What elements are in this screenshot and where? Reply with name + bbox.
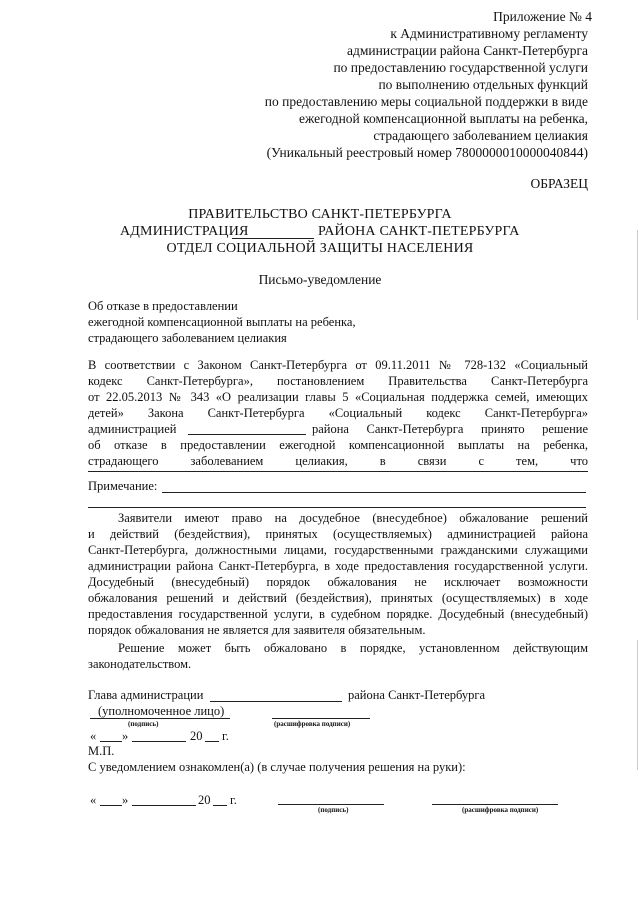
doc-type: Письмо-уведомление (258, 272, 382, 287)
ack-quote-close: » (122, 793, 129, 807)
note-line-2 (88, 507, 586, 508)
decision-end: законодательством. (88, 657, 192, 671)
ack-year-suffix: г. (230, 793, 237, 807)
subject-line: Об отказе в предоставлении (88, 299, 238, 313)
reason-line (88, 471, 588, 472)
appeal-line: Досудебный (внесудебный) порядок обжалования не исключает возможности (88, 575, 588, 589)
decode-caption: (расшифровка подписи) (274, 720, 351, 728)
ack-sign-caption: (подпись) (318, 806, 349, 814)
date-month-blank (132, 741, 186, 742)
body-line: В соответствии с Законом Санкт-Петербурга от 09.11.2011 № 728-132 «Социальный (88, 358, 588, 372)
header-line: по предоставлению меры социальной поддержки в виде (264, 94, 588, 109)
sample-label: ОБРАЗЕЦ (530, 176, 588, 191)
body-line: страдающего заболеванием целиакия, в связи с тем, что (88, 454, 588, 468)
government-title: ПРАВИТЕЛЬСТВО САНКТ-ПЕТЕРБУРГА (188, 207, 452, 222)
admin-suffix: РАЙОНА САНКТ-ПЕТЕРБУРГА (318, 224, 520, 239)
appeal-line: Санкт-Петербурга, должностными лицами, государственными гражданскими служащими (88, 543, 588, 557)
header-line: ежегодной компенсационной выплаты на ребенка, (299, 111, 588, 126)
body-line: от 22.05.2013 № 343 «О реализации главы 5 «Социальная поддержка семей, имеющих (88, 390, 588, 404)
date-year-blank (205, 741, 219, 742)
appeal-line: предоставления государственной услуги, в судебном порядке. Досудебный (внесудебный) (88, 607, 588, 621)
header-line: (Уникальный реестровый номер 7800000010000040844) (266, 145, 588, 160)
head-prefix: Глава администрации (88, 688, 204, 702)
ack-year-blank (213, 805, 227, 806)
appeal-line: администрации района Санкт-Петербурга, в ходе предоставления государственной услуги. (88, 559, 588, 573)
appendix-title: Приложение № 4 (493, 9, 592, 24)
ack-year-prefix: 20 (198, 793, 211, 807)
body-line: детей» Закона Санкт-Петербурга «Социальный кодекс Санкт-Петербурга» (88, 406, 588, 420)
body-admin-word: администрацией (88, 422, 177, 436)
appeal-line: и действий (бездействия), принятых (осуществляемых) администрацией района (88, 527, 588, 541)
authorized-person: (уполномоченное лицо) (98, 704, 225, 718)
appeal-last-line: порядок обжалования не является для заявителя обязательным. (88, 623, 426, 637)
appeal-line: обжалования решений и действий (бездействия), принятых (осуществляемых) в ходе (88, 591, 588, 605)
date-quote-close: » (122, 729, 129, 743)
acknowledgement: С уведомлением ознакомлен(а) (в случае получения решения на руки): (88, 760, 466, 774)
appeal-line: Заявители имеют право на досудебное (внесудебное) обжалование решений (118, 511, 588, 525)
header-line: администрации района Санкт-Петербурга (347, 43, 588, 58)
note-label: Примечание: (88, 479, 158, 493)
header-line: по выполнению отдельных функций (378, 77, 588, 92)
header-line: по предоставлению государственной услуги (333, 60, 588, 75)
date-year-prefix: 20 (190, 729, 203, 743)
admin-blank (188, 434, 306, 435)
admin-prefix: АДМИНИСТРАЦИЯ (120, 224, 249, 239)
ack-sign-line (278, 804, 384, 805)
date-year-suffix: г. (222, 729, 229, 743)
header-line: страдающего заболеванием целиакия (373, 128, 588, 143)
date-day-blank (100, 741, 122, 742)
body-line: кодекс Санкт-Петербурга», постановлением Правительства Санкт-Петербурга (88, 374, 588, 388)
district-sign-blank (210, 701, 342, 702)
ack-quote-open: « (90, 793, 97, 807)
ack-month-blank (132, 805, 196, 806)
body-line: об отказе в предоставлении ежегодной компенсационной выплаты на ребенка, (88, 438, 588, 452)
sign-caption: (подпись) (128, 720, 159, 728)
decode-line (272, 718, 370, 719)
scan-edge (637, 640, 638, 770)
subject-line: ежегодной компенсационной выплаты на ребенка, (88, 315, 356, 329)
head-suffix: района Санкт-Петербурга (348, 688, 486, 702)
decision-line: Решение может быть обжаловано в порядке, установленном действующим (118, 641, 588, 655)
body-admin-rest: района Санкт-Петербурга принято решение (312, 422, 588, 436)
sign-line (90, 718, 230, 719)
note-line (162, 492, 586, 493)
subject-line: страдающего заболеванием целиакия (88, 331, 287, 345)
ack-day-blank (100, 805, 122, 806)
ack-decode-line (432, 804, 558, 805)
ack-decode-caption: (расшифровка подписи) (462, 806, 539, 814)
scan-edge (637, 230, 638, 320)
date-quote-open: « (90, 729, 97, 743)
department-title: ОТДЕЛ СОЦИАЛЬНОЙ ЗАЩИТЫ НАСЕЛЕНИЯ (166, 241, 474, 256)
seal-label: М.П. (88, 744, 115, 758)
district-blank (232, 238, 314, 239)
header-line: к Административному регламенту (390, 26, 588, 41)
